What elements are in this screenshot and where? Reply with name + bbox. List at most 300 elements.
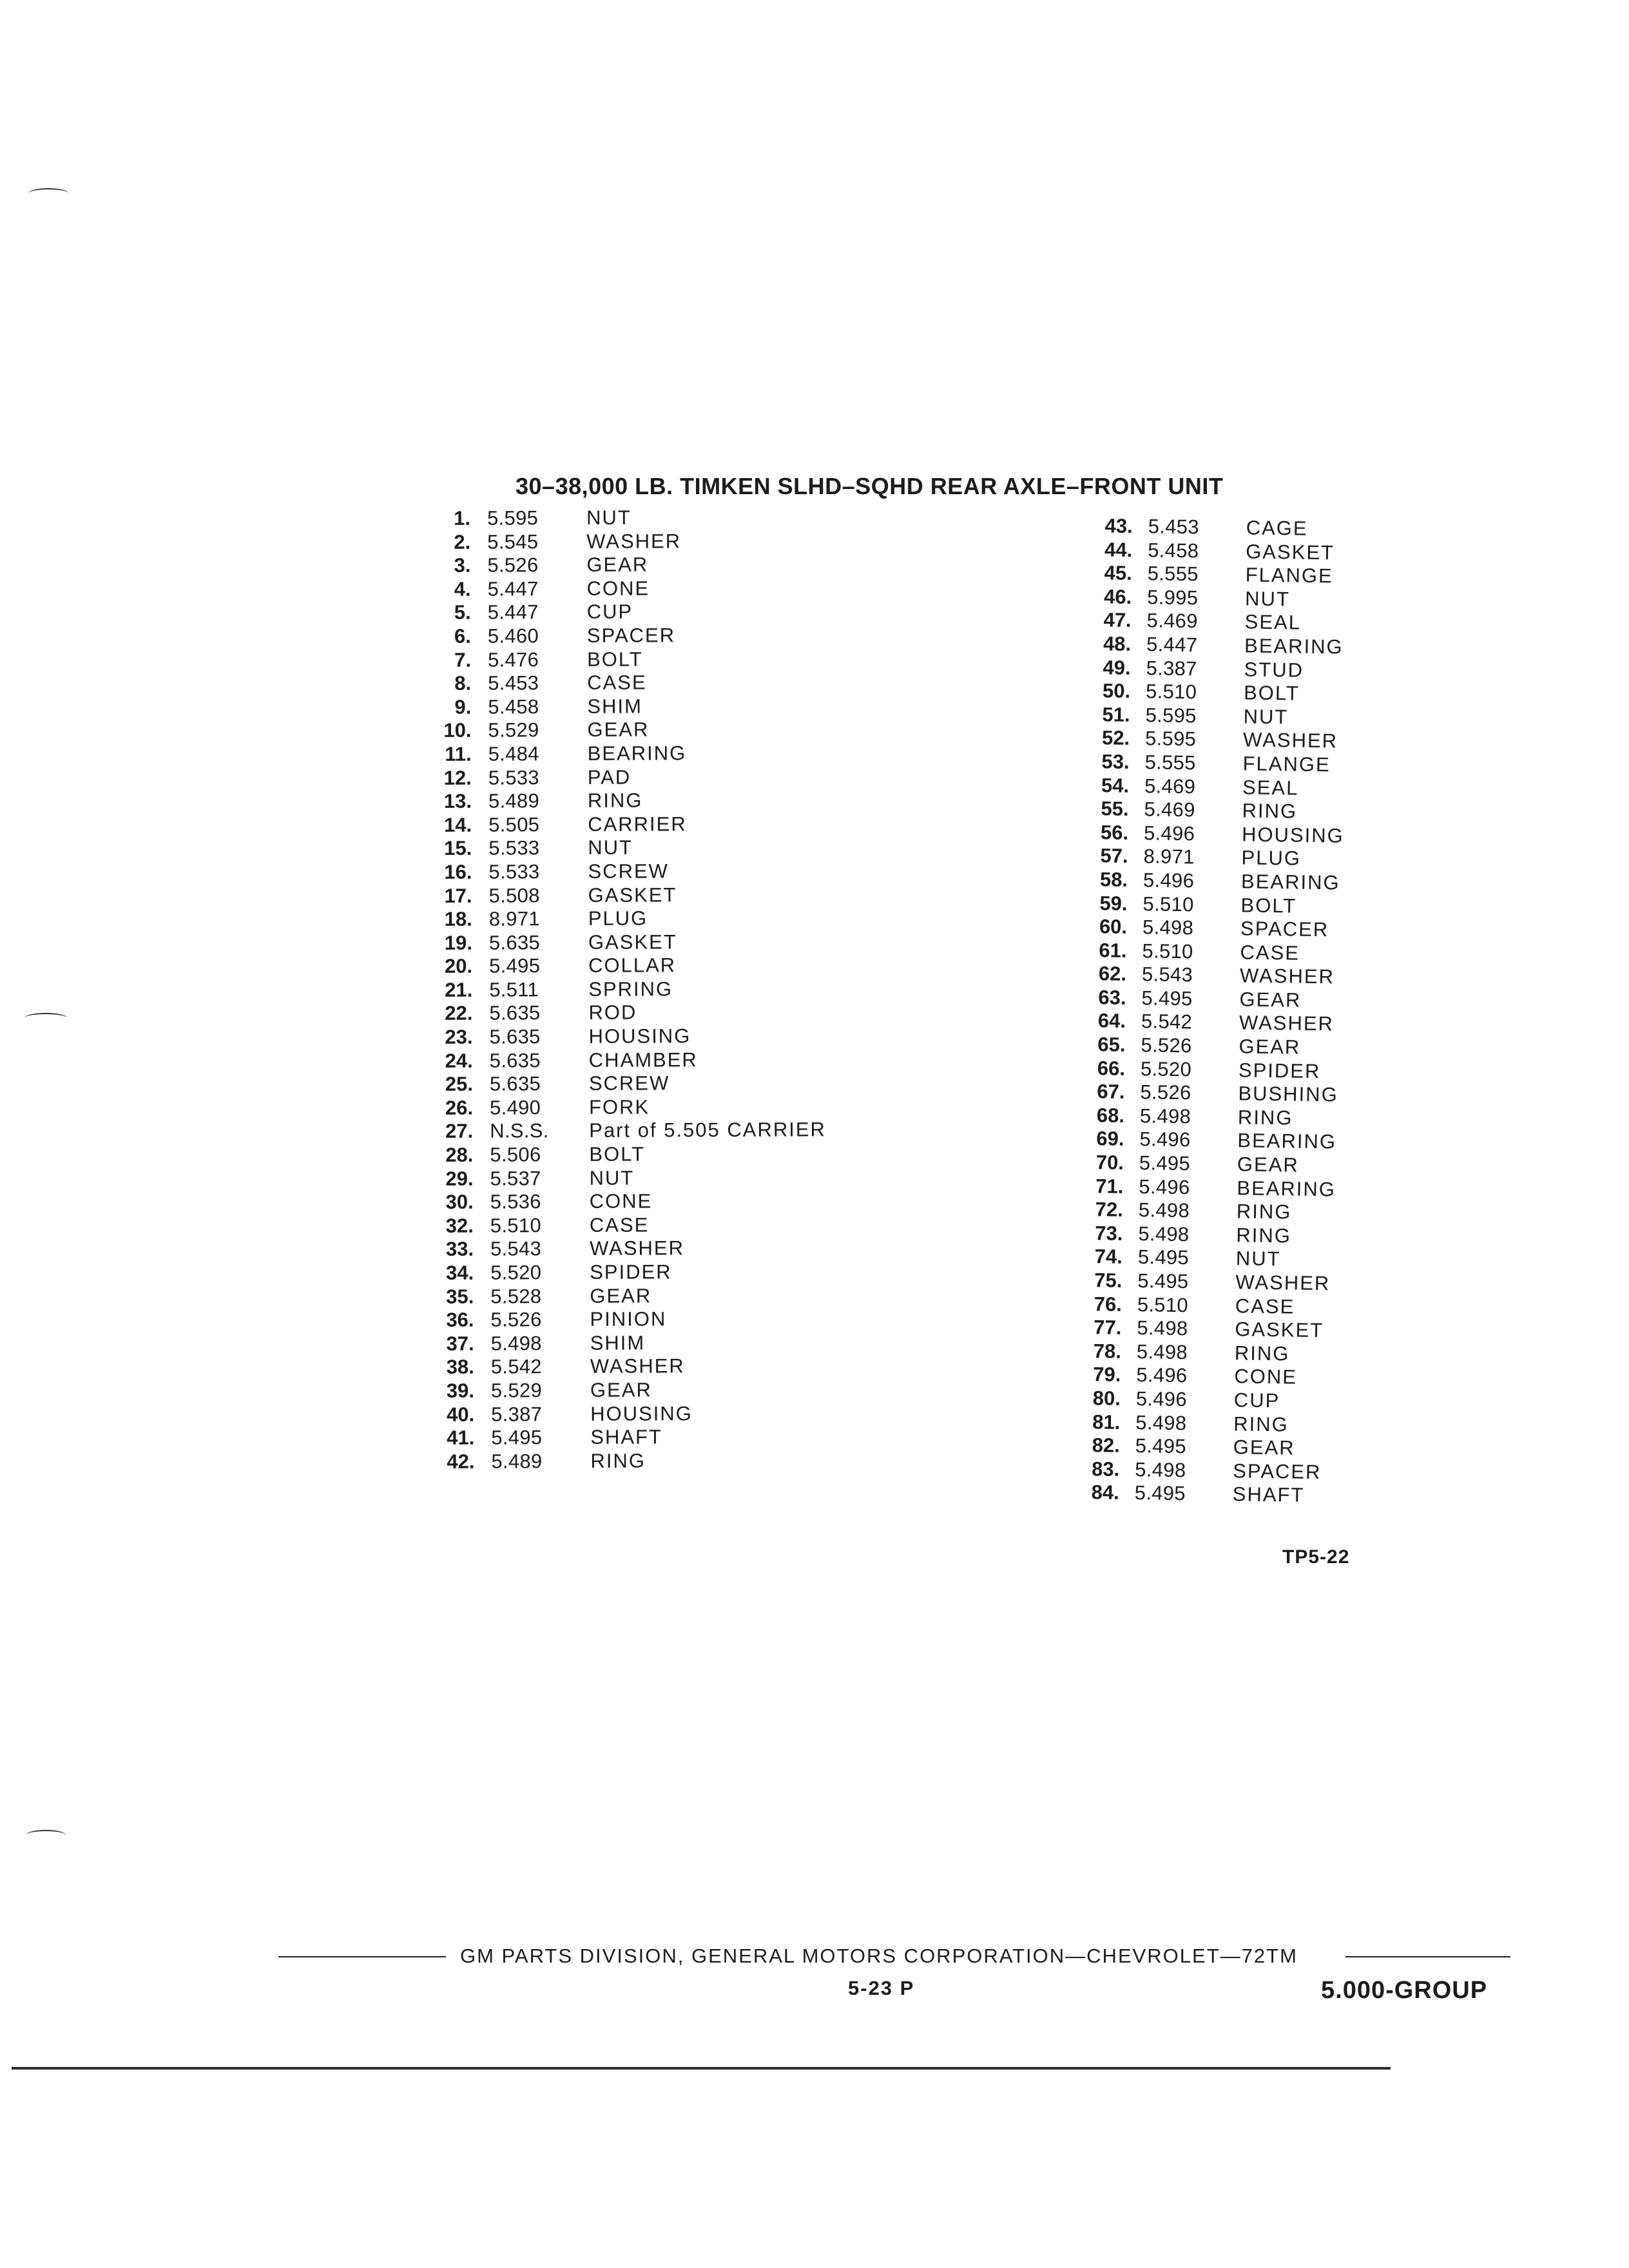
part-description: PINION — [590, 1307, 667, 1331]
part-row — [429, 1236, 880, 1262]
part-number: 13. — [443, 789, 472, 813]
part-description: WASHER — [1239, 1011, 1335, 1035]
part-number: 24. — [445, 1049, 473, 1072]
part-number: 19. — [444, 931, 473, 954]
part-group-number: 5.495 — [1137, 1245, 1190, 1269]
part-description: GEAR — [1237, 1153, 1300, 1177]
part-number: 43. — [1104, 514, 1133, 537]
part-description: FORK — [588, 1095, 650, 1119]
part-number: 82. — [1092, 1434, 1121, 1457]
part-number: 16. — [444, 860, 472, 883]
part-description: GEAR — [586, 553, 649, 577]
part-number: 11. — [445, 742, 472, 765]
part-number: 4. — [454, 577, 471, 601]
part-description: SPACER — [1240, 917, 1329, 941]
part-number: 33. — [445, 1238, 474, 1261]
part-group-number: 5.635 — [489, 1072, 541, 1095]
part-description: CASE — [587, 671, 647, 695]
part-row — [429, 1260, 880, 1285]
part-group-number: 5.447 — [487, 601, 539, 624]
part-group-number: 5.498 — [1142, 916, 1194, 939]
part-description: BEARING — [1244, 634, 1344, 658]
part-number: 42. — [447, 1450, 475, 1473]
part-number: 36. — [446, 1308, 474, 1332]
part-group-number: 5.458 — [488, 695, 539, 718]
punch-hole-mark-middle — [24, 1013, 67, 1023]
part-number: 9. — [454, 695, 472, 718]
part-description: SCREW — [588, 860, 669, 883]
part-number: 22. — [445, 1002, 473, 1025]
part-number: 79. — [1093, 1363, 1121, 1387]
part-group-number: 5.489 — [488, 789, 540, 812]
part-group-number: 5.528 — [490, 1284, 542, 1308]
part-group-number: N.S.S. — [490, 1119, 549, 1143]
part-description: BEARING — [1240, 870, 1340, 894]
part-group-number: 5.484 — [488, 742, 539, 765]
part-number: 12. — [443, 766, 472, 789]
part-row — [425, 505, 876, 531]
part-description: GEAR — [590, 1284, 652, 1307]
punch-hole-mark-top — [28, 188, 68, 198]
part-description: BEARING — [1237, 1129, 1337, 1153]
part-group-number: 5.542 — [490, 1355, 542, 1378]
part-number: 72. — [1095, 1198, 1124, 1222]
part-description: SHIM — [587, 695, 642, 718]
part-number: 50. — [1102, 679, 1131, 703]
part-description: PAD — [587, 765, 631, 789]
part-description: WASHER — [589, 1236, 685, 1260]
part-description: BEARING — [1237, 1176, 1336, 1201]
part-row — [427, 788, 878, 814]
part-group-number: 5.495 — [1141, 986, 1193, 1010]
part-row — [426, 717, 877, 743]
part-number: 7. — [454, 648, 472, 671]
part-description: PLUG — [1241, 846, 1302, 870]
part-number: 2. — [454, 530, 471, 553]
part-row — [427, 859, 878, 885]
part-description: SCREW — [588, 1072, 670, 1095]
part-group-number: 5.506 — [490, 1143, 541, 1166]
part-group-number: 5.520 — [490, 1261, 542, 1284]
part-row — [425, 576, 876, 602]
part-description: HOUSING — [1241, 823, 1345, 847]
part-description: COLLAR — [588, 954, 677, 977]
part-description: CONE — [589, 1189, 653, 1213]
part-number: 74. — [1094, 1245, 1123, 1269]
part-description: ROD — [588, 1001, 637, 1024]
part-description: BOLT — [1240, 893, 1297, 918]
part-group-number: 5.533 — [488, 860, 540, 883]
part-description: NUT — [1243, 705, 1289, 729]
part-description: SPRING — [588, 977, 673, 1001]
part-row — [428, 1095, 879, 1120]
footer-rule-left — [278, 1956, 446, 1957]
part-number: 29. — [445, 1167, 474, 1190]
part-number: 21. — [445, 978, 473, 1001]
part-number: 47. — [1103, 608, 1132, 632]
part-description: CONE — [586, 577, 650, 600]
parts-list-left — [425, 505, 881, 1474]
part-description: RING — [1236, 1200, 1292, 1224]
part-description: RING — [1236, 1224, 1292, 1247]
part-group-number: 5.496 — [1136, 1363, 1188, 1387]
part-description: CONE — [1234, 1365, 1298, 1389]
part-description: BOLT — [586, 648, 643, 671]
part-row — [429, 1401, 880, 1427]
part-group-number: 5.995 — [1146, 586, 1199, 610]
part-number: 54. — [1101, 773, 1130, 797]
part-description: SEAL — [1242, 775, 1299, 800]
part-number: 26. — [445, 1096, 474, 1119]
part-description: GEAR — [1239, 1035, 1301, 1059]
part-group-number: 5.555 — [1147, 562, 1199, 586]
part-number: 20. — [444, 954, 473, 978]
part-group-number: 5.498 — [1136, 1340, 1188, 1364]
part-row — [427, 906, 878, 932]
part-description: HOUSING — [590, 1401, 693, 1425]
part-description: SPACER — [1233, 1459, 1322, 1483]
part-row — [429, 1448, 880, 1474]
footer-publisher-text: GM PARTS DIVISION, GENERAL MOTORS CORPORATION—CHEVROLET—72TM — [460, 1945, 1298, 1967]
part-group-number: 5.543 — [490, 1237, 542, 1260]
part-description: PLUG — [588, 907, 648, 930]
part-row — [425, 529, 876, 555]
part-description: SEAL — [1244, 610, 1302, 634]
part-description: SHAFT — [590, 1425, 663, 1449]
part-group-number: 5.635 — [489, 1048, 541, 1072]
part-description: CHAMBER — [588, 1048, 698, 1072]
part-group-number: 5.498 — [490, 1332, 542, 1355]
part-description: GEAR — [1239, 988, 1302, 1012]
part-number: 30. — [445, 1190, 474, 1214]
part-number: 39. — [446, 1379, 475, 1402]
part-group-number: 5.453 — [488, 671, 539, 695]
part-group-number: 5.510 — [1142, 939, 1193, 963]
part-number: 51. — [1102, 703, 1130, 726]
part-description: Part of 5.505 CARRIER — [589, 1118, 826, 1142]
part-description: BEARING — [587, 742, 687, 765]
part-description: CASE — [1240, 941, 1300, 965]
part-group-number: 5.526 — [1140, 1081, 1191, 1104]
part-group-number: 5.495 — [491, 1426, 543, 1449]
part-group-number: 5.489 — [491, 1449, 543, 1473]
part-group-number: 8.971 — [488, 907, 540, 930]
part-row — [427, 930, 878, 956]
part-group-number: 5.387 — [1146, 656, 1197, 680]
part-number: 61. — [1099, 938, 1127, 962]
part-group-number: 5.496 — [1139, 1175, 1190, 1198]
part-row — [425, 552, 876, 578]
part-description: GEAR — [590, 1378, 652, 1401]
part-number: 66. — [1097, 1056, 1126, 1080]
part-number: 55. — [1101, 797, 1129, 821]
part-group-number: 5.635 — [489, 1025, 541, 1048]
part-description: CASE — [1235, 1294, 1295, 1318]
part-description: SPIDER — [590, 1260, 672, 1283]
part-description: RING — [1234, 1341, 1290, 1365]
part-row — [426, 694, 877, 720]
page-number: 5-23 P — [848, 1977, 915, 1999]
part-group-number: 5.542 — [1141, 1010, 1193, 1033]
part-row — [429, 1189, 880, 1215]
part-group-number: 5.510 — [1137, 1293, 1189, 1316]
part-group-number: 5.526 — [487, 553, 539, 577]
part-row — [428, 1118, 879, 1144]
page-edge-line — [12, 2067, 1391, 2070]
parts-list-right — [1075, 514, 1411, 1509]
part-number: 1. — [454, 506, 471, 530]
part-description: GASKET — [1245, 539, 1335, 564]
part-description: CAGE — [1246, 516, 1308, 540]
part-group-number: 5.469 — [1144, 774, 1196, 798]
part-number: 10. — [443, 719, 472, 742]
part-group-number: 5.447 — [1146, 633, 1198, 657]
part-group-number: 5.495 — [1137, 1269, 1189, 1293]
part-number: 83. — [1091, 1457, 1120, 1481]
part-number: 69. — [1096, 1127, 1124, 1151]
part-row — [427, 953, 878, 979]
part-number: 62. — [1098, 962, 1127, 986]
part-description: WASHER — [1235, 1271, 1331, 1295]
part-row — [429, 1425, 880, 1450]
part-number: 45. — [1104, 561, 1132, 585]
part-description: FLANGE — [1245, 563, 1333, 588]
part-number: 60. — [1099, 915, 1128, 938]
part-description: WASHER — [586, 529, 682, 553]
part-number: 70. — [1095, 1151, 1124, 1174]
part-group-number: 5.498 — [1138, 1222, 1190, 1246]
part-number: 67. — [1097, 1080, 1125, 1104]
part-description: SPIDER — [1238, 1058, 1321, 1082]
part-row — [429, 1283, 880, 1309]
part-group-number: 5.595 — [487, 506, 539, 530]
part-group-number: 5.447 — [487, 577, 539, 601]
part-row — [429, 1378, 880, 1403]
part-number: 8. — [454, 671, 472, 695]
part-group-number: 5.495 — [1139, 1151, 1191, 1175]
part-description: CASE — [589, 1213, 650, 1236]
part-row — [429, 1307, 880, 1332]
part-group-number: 5.520 — [1140, 1057, 1192, 1081]
part-group-number: 5.496 — [1142, 869, 1195, 892]
part-row — [426, 599, 877, 625]
part-number: 71. — [1095, 1174, 1124, 1198]
part-number: 77. — [1094, 1316, 1122, 1340]
part-description: BOLT — [1243, 681, 1300, 705]
part-description: STUD — [1244, 657, 1304, 682]
part-description: BOLT — [589, 1142, 646, 1166]
part-number: 25. — [445, 1072, 473, 1096]
part-number: 78. — [1093, 1340, 1122, 1363]
part-number: 80. — [1092, 1387, 1121, 1410]
part-group-number: 5.495 — [1135, 1434, 1187, 1458]
part-number: 35. — [446, 1285, 474, 1308]
part-row — [426, 647, 877, 673]
part-row — [426, 670, 877, 696]
part-description: CARRIER — [588, 812, 687, 836]
part-description: GEAR — [1233, 1436, 1295, 1459]
part-group-number: 5.495 — [489, 954, 541, 977]
part-number: 58. — [1099, 868, 1128, 891]
part-group-number: 5.490 — [489, 1096, 541, 1119]
part-number: 40. — [446, 1403, 475, 1426]
part-group-number: 5.505 — [488, 812, 540, 836]
part-row — [428, 1166, 879, 1191]
part-number: 52. — [1101, 726, 1130, 750]
part-number: 59. — [1099, 891, 1128, 915]
part-group-number: 8.971 — [1143, 845, 1195, 869]
part-group-number: 5.533 — [488, 836, 540, 860]
part-group-number: 5.526 — [1141, 1033, 1192, 1057]
part-group-number: 5.498 — [1137, 1316, 1188, 1340]
part-group-number: 5.529 — [490, 1379, 543, 1402]
part-row — [428, 1024, 879, 1050]
part-group-number: 5.453 — [1148, 515, 1200, 539]
part-row — [426, 623, 877, 649]
part-number: 57. — [1100, 844, 1128, 868]
part-group-number: 5.545 — [487, 530, 539, 553]
punch-hole-mark-bottom — [26, 1830, 66, 1840]
page-title: 30–38,000 LB. TIMKEN SLHD–SQHD REAR AXLE–FRONT UNIT — [516, 473, 1224, 499]
part-group-number: 5.469 — [1146, 609, 1199, 633]
part-group-number: 5.533 — [488, 765, 539, 789]
part-group-number: 5.635 — [489, 1001, 541, 1025]
part-description: SPACER — [586, 624, 676, 647]
part-row — [427, 1000, 878, 1026]
part-number: 81. — [1092, 1410, 1121, 1434]
part-row — [428, 1048, 879, 1073]
part-description: SHIM — [590, 1331, 646, 1354]
part-description: HOUSING — [588, 1024, 691, 1048]
part-group-number: 5.526 — [490, 1308, 542, 1331]
part-row — [427, 835, 878, 861]
part-description: NUT — [1235, 1247, 1281, 1271]
part-number: 37. — [446, 1332, 474, 1355]
part-description: RING — [1237, 1106, 1293, 1129]
part-number: 63. — [1098, 986, 1126, 1009]
part-description: NUT — [589, 1166, 635, 1189]
part-description: NUT — [1244, 587, 1291, 611]
part-group-number: 5.498 — [1139, 1104, 1191, 1128]
part-description: GASKET — [588, 930, 677, 954]
part-description: CUP — [1233, 1389, 1280, 1412]
part-number: 3. — [454, 553, 471, 577]
part-group-number: 5.510 — [490, 1214, 542, 1237]
part-description: CUP — [586, 600, 633, 624]
part-group-number: 5.543 — [1141, 963, 1193, 986]
part-row — [427, 741, 878, 767]
part-description: WASHER — [1242, 728, 1338, 753]
part-description: RING — [1242, 799, 1298, 823]
part-number: 68. — [1096, 1104, 1125, 1127]
part-number: 18. — [444, 907, 472, 930]
part-description: RING — [587, 789, 643, 812]
part-description: GASKET — [1235, 1318, 1324, 1342]
group-label: 5.000-GROUP — [1321, 1977, 1488, 2004]
part-group-number: 5.460 — [487, 624, 539, 648]
part-number: 53. — [1101, 750, 1130, 773]
part-group-number: 5.496 — [1135, 1387, 1188, 1411]
part-number: 44. — [1104, 537, 1133, 561]
part-group-number: 5.595 — [1144, 727, 1197, 751]
part-group-number: 5.536 — [490, 1190, 541, 1213]
part-group-number: 5.595 — [1145, 704, 1197, 727]
part-number: 34. — [445, 1261, 474, 1284]
part-number: 38. — [446, 1356, 474, 1379]
part-number: 27. — [445, 1120, 474, 1143]
part-description: RING — [1233, 1412, 1289, 1436]
part-number: 76. — [1094, 1292, 1123, 1316]
part-description: RING — [590, 1449, 646, 1472]
part-description: WASHER — [1239, 964, 1335, 988]
part-description: SHAFT — [1232, 1483, 1305, 1507]
part-number: 73. — [1095, 1222, 1123, 1245]
part-description: GEAR — [587, 718, 650, 742]
part-group-number: 5.496 — [1143, 821, 1195, 845]
part-group-number: 5.537 — [490, 1166, 541, 1190]
part-description: FLANGE — [1242, 752, 1331, 776]
part-group-number: 5.555 — [1144, 751, 1196, 774]
part-row — [427, 977, 878, 1003]
part-row — [428, 1071, 879, 1097]
part-group-number: 5.508 — [488, 883, 540, 907]
footer-rule-right — [1345, 1956, 1510, 1957]
part-group-number: 5.458 — [1147, 538, 1199, 562]
part-number: 6. — [454, 624, 471, 648]
part-row — [429, 1331, 880, 1356]
illustration-reference-code: TP5-22 — [1282, 1546, 1350, 1568]
part-group-number: 5.496 — [1139, 1128, 1191, 1151]
part-group-number: 5.511 — [489, 978, 539, 1001]
part-number: 65. — [1097, 1033, 1126, 1056]
part-row — [427, 764, 878, 790]
part-row — [429, 1354, 880, 1379]
part-group-number: 5.510 — [1142, 892, 1194, 916]
part-number: 48. — [1103, 632, 1132, 655]
part-group-number: 5.635 — [488, 930, 541, 954]
part-description: WASHER — [590, 1354, 685, 1378]
part-group-number: 5.387 — [491, 1402, 543, 1426]
part-description: BUSHING — [1238, 1082, 1338, 1106]
part-row — [1075, 1481, 1398, 1509]
part-group-number: 5.498 — [1135, 1410, 1187, 1434]
part-number: 56. — [1100, 821, 1129, 844]
part-group-number: 5.469 — [1144, 798, 1195, 822]
part-number: 28. — [445, 1143, 474, 1166]
part-number: 75. — [1094, 1269, 1123, 1292]
part-number: 15. — [444, 837, 472, 860]
part-group-number: 5.495 — [1134, 1481, 1186, 1505]
part-group-number: 5.529 — [488, 718, 539, 742]
part-row — [429, 1213, 880, 1238]
part-number: 5. — [454, 601, 471, 624]
part-row — [427, 812, 878, 838]
part-group-number: 5.510 — [1145, 680, 1197, 704]
part-number: 14. — [443, 813, 472, 836]
part-description: NUT — [588, 836, 633, 860]
part-number: 84. — [1091, 1481, 1120, 1504]
part-group-number: 5.498 — [1138, 1198, 1190, 1222]
part-number: 64. — [1097, 1009, 1126, 1033]
part-description: GASKET — [588, 883, 677, 907]
part-row — [427, 882, 878, 908]
part-number: 32. — [445, 1214, 474, 1237]
part-number: 23. — [445, 1025, 473, 1048]
part-number: 41. — [447, 1426, 475, 1450]
part-description: NUT — [586, 506, 631, 529]
part-number: 46. — [1103, 585, 1132, 608]
part-row — [428, 1142, 879, 1168]
